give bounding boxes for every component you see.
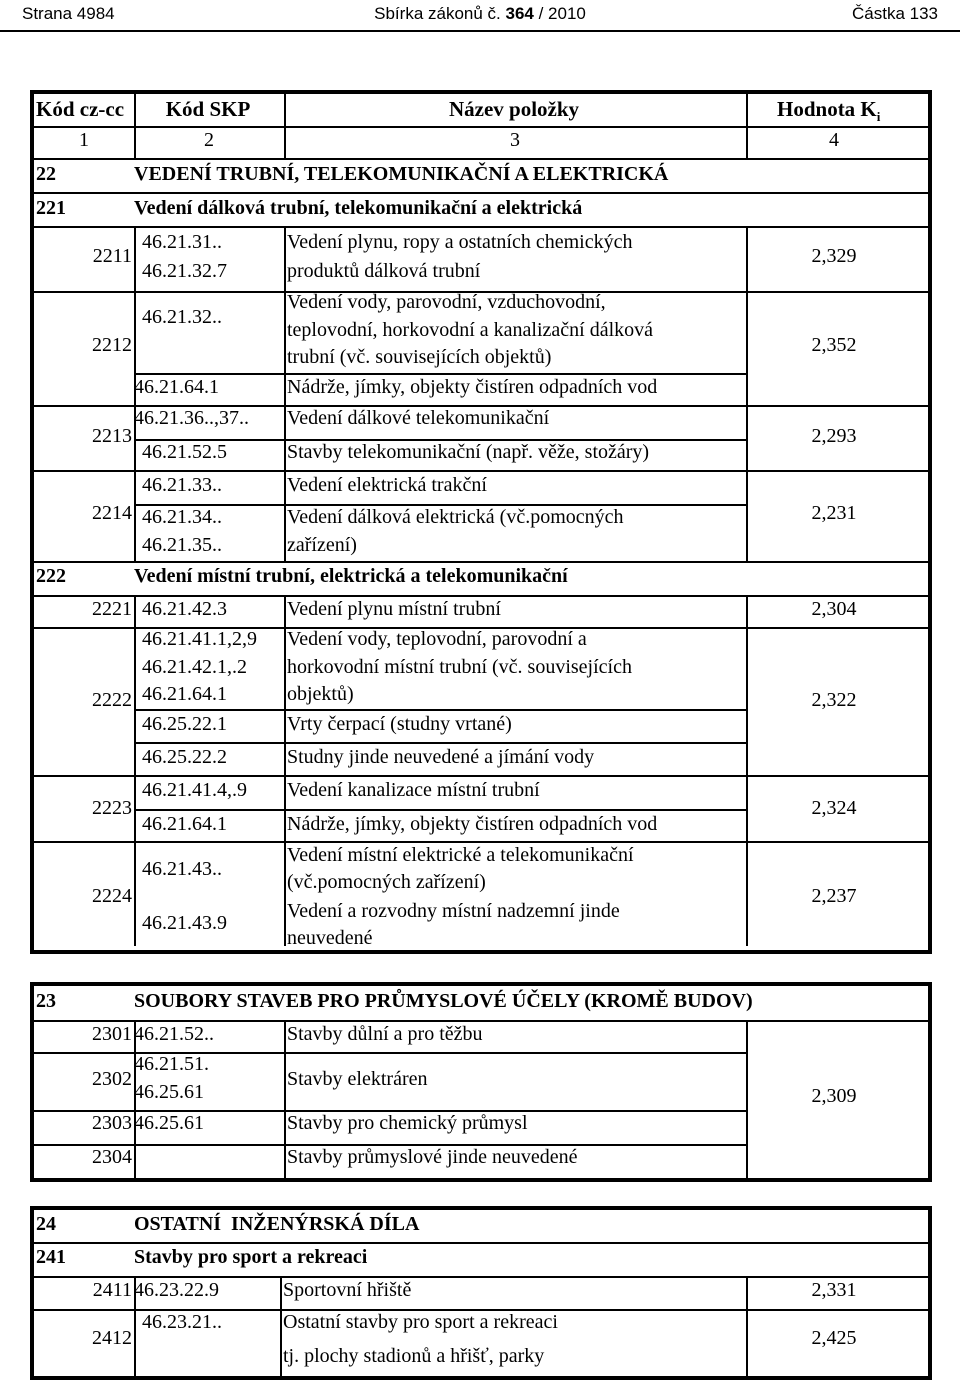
row-2412-name-2: tj. plochy stadionů a hřišť, parky <box>283 1345 545 1367</box>
row-2213-code: 2213 <box>92 425 132 447</box>
row-2212-code: 2212 <box>92 334 132 356</box>
column-header-kod-cz-cc: Kód cz-cc <box>36 97 125 121</box>
group-241-title: Stavby pro sport a rekreaci <box>134 1246 368 1268</box>
row-2221-name: Vedení plynu místní trubní <box>287 598 501 620</box>
column-header-kod-skp: Kód SKP <box>165 97 251 121</box>
row-2304-code: 2304 <box>92 1146 132 1168</box>
row-2301-code: 2301 <box>92 1023 132 1045</box>
row-2224-skp-1: 46.21.43.. <box>142 858 222 880</box>
row-2222-skp-1: 46.21.41.1,2,9 <box>142 628 257 650</box>
row-2212-value: 2,352 <box>811 334 857 356</box>
section-22-code: 22 <box>36 163 56 185</box>
row-2301-name: Stavby důlní a pro těžbu <box>287 1023 483 1045</box>
row-2223-code: 2223 <box>92 797 132 819</box>
row-2211-name-2: produktů dálková trubní <box>287 260 481 282</box>
row-2302-name: Stavby elektráren <box>287 1068 428 1090</box>
page-number: Strana 4984 <box>22 4 115 23</box>
column-header-hodnota-text: Hodnota K <box>777 97 877 121</box>
column-number-3: 3 <box>510 129 520 151</box>
column-header-nazev: Název položky <box>448 97 580 121</box>
row-2224-skp-2: 46.21.43.9 <box>142 912 227 934</box>
section-23-value: 2,309 <box>811 1085 857 1107</box>
row-2212-skp-2: 46.21.64.1 <box>134 376 219 398</box>
row-2223-skp-1: 46.21.41.4,.9 <box>142 779 247 801</box>
row-2224-name-2: (vč.pomocných zařízení) <box>287 871 486 893</box>
column-header-hodnota <box>777 97 880 129</box>
section-22-title: VEDENÍ TRUBNÍ, TELEKOMUNIKAČNÍ A ELEKTRICKÁ <box>134 163 669 185</box>
row-2213-name-1: Vedení dálkové telekomunikační <box>287 407 550 429</box>
row-2221-value: 2,304 <box>811 598 857 620</box>
row-2412-code: 2412 <box>92 1327 132 1349</box>
row-2224-code: 2224 <box>92 885 132 907</box>
row-2222-name-3: objektů) <box>287 683 354 705</box>
row-2222-code: 2222 <box>92 689 132 711</box>
row-2411-value: 2,331 <box>811 1279 857 1301</box>
row-2301-skp: 46.21.52.. <box>134 1023 214 1045</box>
row-2212-skp-1: 46.21.32.. <box>142 306 222 328</box>
section-23-code: 23 <box>36 990 56 1012</box>
column-header-hodnota-subscript: i <box>876 109 881 125</box>
row-2213-name-2: Stavby telekomunikační (např. věže, stožáry) <box>287 441 650 463</box>
row-2222-name-4: Vrty čerpací (studny vrtané) <box>287 713 512 735</box>
row-2224-name-1: Vedení místní elektrické a telekomunikační <box>287 844 634 866</box>
row-2223-name-2: Nádrže, jímky, objekty čistíren odpadních vod <box>287 813 658 835</box>
row-2222-skp-3: 46.21.64.1 <box>142 683 227 705</box>
law-number: 364 <box>505 4 534 23</box>
row-2302-skp-1: 46.21.51. <box>134 1053 209 1075</box>
row-2411-code: 2411 <box>92 1279 132 1301</box>
row-2211-name-1: Vedení plynu, ropy a ostatních chemických <box>287 231 633 253</box>
part-number: Částka 133 <box>852 4 938 23</box>
row-2223-name-1: Vedení kanalizace místní trubní <box>287 779 540 801</box>
row-2303-skp: 46.25.61 <box>134 1112 204 1134</box>
row-2211-skp-1: 46.21.31.. <box>142 231 222 253</box>
row-2221-code: 2221 <box>92 598 132 620</box>
group-221-title: Vedení dálková trubní, telekomunikační a elektrická <box>134 197 583 219</box>
row-2214-value: 2,231 <box>811 502 857 524</box>
page-header <box>0 0 960 32</box>
column-number-4: 4 <box>829 129 839 151</box>
section-24-code: 24 <box>36 1213 56 1235</box>
row-2221-skp: 46.21.42.3 <box>142 598 227 620</box>
collection-prefix: Sbírka zákonů č. <box>374 4 506 23</box>
row-2304-name: Stavby průmyslové jinde neuvedené <box>287 1146 578 1168</box>
column-number-1: 1 <box>79 129 89 151</box>
row-2212-name-4: Nádrže, jímky, objekty čistíren odpadních vod <box>287 376 658 398</box>
row-2224-value: 2,237 <box>811 885 857 907</box>
row-2212-name-3: trubní (vč. souvisejících objektů) <box>287 346 552 368</box>
row-2303-code: 2303 <box>92 1112 132 1134</box>
row-2214-skp-1: 46.21.33.. <box>142 474 222 496</box>
group-221-code: 221 <box>36 197 66 219</box>
row-2222-skp-2: 46.21.42.1,.2 <box>142 656 247 678</box>
group-222-code: 222 <box>36 565 66 587</box>
row-2222-value: 2,322 <box>811 689 857 711</box>
row-2222-skp-5: 46.25.22.2 <box>142 746 227 768</box>
row-2213-skp-1: 46.21.36..,37.. <box>134 407 249 429</box>
row-2214-code: 2214 <box>92 502 132 524</box>
row-2224-name-3: Vedení a rozvodny místní nadzemní jinde <box>287 900 620 922</box>
row-2214-name-1: Vedení elektrická trakční <box>287 474 487 496</box>
row-2302-code: 2302 <box>92 1068 132 1090</box>
row-2214-name-2: Vedení dálková elektrická (vč.pomocných <box>287 506 624 528</box>
row-2411-name: Sportovní hřiště <box>283 1279 412 1301</box>
row-2412-skp: 46.23.21.. <box>142 1311 222 1333</box>
row-2222-skp-4: 46.25.22.1 <box>142 713 227 735</box>
row-2411-skp: 46.23.22.9 <box>134 1279 219 1301</box>
section-23-title: SOUBORY STAVEB PRO PRŮMYSLOVÉ ÚČELY (KROMĚ BUDOV) <box>134 990 753 1012</box>
row-2222-name-2: horkovodní místní trubní (vč. souvisejících <box>287 656 632 678</box>
row-2412-value: 2,425 <box>811 1327 857 1349</box>
row-2303-name: Stavby pro chemický průmysl <box>287 1112 528 1134</box>
row-2223-value: 2,324 <box>811 797 857 819</box>
row-2212-name-2: teplovodní, horkovodní a kanalizační dálková <box>287 319 654 341</box>
law-year: / 2010 <box>533 4 586 23</box>
group-222-title: Vedení místní trubní, elektrická a telekomunikační <box>134 565 568 587</box>
collection-title <box>0 4 960 24</box>
row-2214-skp-2: 46.21.34.. <box>142 506 222 528</box>
row-2224-name-4: neuvedené <box>287 927 373 949</box>
row-2222-name-1: Vedení vody, teplovodní, parovodní a <box>287 628 587 650</box>
row-2211-value: 2,329 <box>811 245 857 267</box>
row-2412-name-1: Ostatní stavby pro sport a rekreaci <box>283 1311 558 1333</box>
section-24-title: OSTATNÍ INŽENÝRSKÁ DÍLA <box>134 1213 420 1235</box>
row-2223-skp-2: 46.21.64.1 <box>142 813 227 835</box>
row-2213-skp-2: 46.21.52.5 <box>142 441 227 463</box>
row-2302-skp-2: 46.25.61 <box>134 1081 204 1103</box>
group-241-code: 241 <box>36 1246 66 1268</box>
row-2213-value: 2,293 <box>811 425 857 447</box>
row-2212-name-1: Vedení vody, parovodní, vzduchovodní, <box>287 291 606 313</box>
row-2214-name-3: zařízení) <box>287 534 357 556</box>
row-2211-code: 2211 <box>92 245 132 267</box>
row-2222-name-5: Studny jinde neuvedené a jímání vody <box>287 746 595 768</box>
row-2214-skp-3: 46.21.35.. <box>142 534 222 556</box>
row-2211-skp-2: 46.21.32.7 <box>142 260 227 282</box>
column-number-2: 2 <box>204 129 214 151</box>
